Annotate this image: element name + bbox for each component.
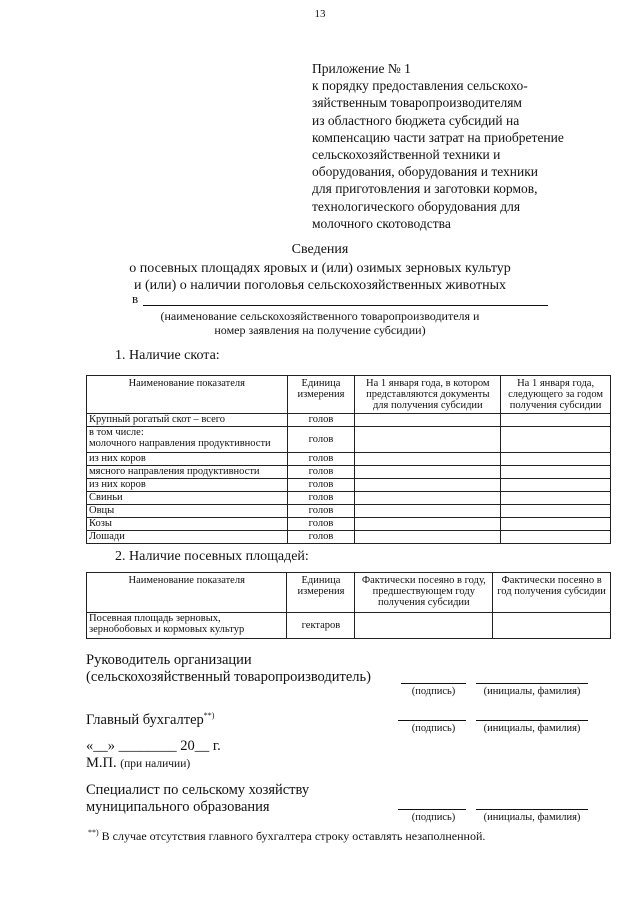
signature-label: (подпись): [411, 723, 456, 734]
annex-line: для приготовления и заготовки кормов,: [312, 181, 538, 197]
row-unit: голов: [287, 414, 355, 427]
value-cell[interactable]: [493, 613, 611, 639]
row-unit: голов: [287, 518, 355, 531]
table-row: [87, 466, 611, 479]
footnote: [88, 828, 485, 844]
row-name: Козы: [87, 518, 288, 531]
value-cell[interactable]: [355, 414, 501, 427]
footnote-text: В случае отсутствия главного бухгалтера строку оставлять незаполненной.: [101, 829, 486, 843]
value-cell[interactable]: [501, 414, 611, 427]
row-unit: голов: [287, 505, 355, 518]
header-cell: На 1 января года, следующего за годом получения субсидии: [501, 376, 611, 414]
footnote-mark: **): [88, 828, 99, 837]
header-cell: Наименование показателя: [87, 376, 288, 414]
annex-line: сельскохозяйственной техники и: [312, 147, 501, 163]
specialist-title-line: Специалист по сельскому хозяйству: [86, 782, 310, 798]
table-row: [87, 479, 611, 492]
annex-line: Приложение № 1: [312, 61, 411, 76]
section2-heading: 2. Наличие посевных площадей:: [115, 549, 309, 564]
table-row: [87, 427, 611, 453]
table-row: [87, 531, 611, 544]
stamp-label: М.П.: [86, 755, 117, 771]
name-line[interactable]: [476, 809, 588, 810]
row-name: Лошади: [87, 531, 288, 544]
row-unit: гектаров: [287, 613, 355, 639]
value-cell[interactable]: [501, 427, 611, 453]
signature-line[interactable]: [398, 720, 466, 721]
name-line[interactable]: [476, 683, 588, 684]
accountant-label: Главный бухгалтер: [86, 711, 204, 728]
row-name: в том числе:: [89, 427, 144, 438]
row-unit: голов: [287, 531, 355, 544]
table-row: [87, 414, 611, 427]
annex-line: технологического оборудования для: [312, 198, 521, 214]
value-cell[interactable]: [355, 531, 501, 544]
annex-line: молочного скотоводства: [312, 215, 451, 231]
row-name: мясного направления продуктивности: [87, 466, 288, 479]
signature-label: (подпись): [411, 812, 456, 823]
header-cell: Единица измерения: [287, 573, 355, 613]
header-cell: Наименование показателя: [87, 573, 287, 613]
value-cell[interactable]: [501, 479, 611, 492]
row-unit: голов: [287, 492, 355, 505]
subtitle-line: о посевных площадях яровых и (или) озимых зерновых культур: [129, 261, 511, 276]
header-cell: На 1 января года, в котором представляются документы для получения субсидии: [355, 376, 501, 414]
document-title: Сведения: [291, 242, 349, 257]
stamp-note: (при наличии): [120, 758, 191, 770]
header-cell: Фактически посеяно в год получения субсидии: [493, 573, 611, 613]
value-cell[interactable]: [355, 427, 501, 453]
annex-line: к порядку предоставления сельскохо-: [312, 78, 528, 94]
annex-block: [312, 60, 602, 232]
header-cell: Фактически посеяно в году, предшествующем году получения субсидии: [355, 573, 493, 613]
page-number: 13: [314, 8, 326, 20]
name-label: (инициалы, фамилия): [483, 723, 581, 734]
name-label: (инициалы, фамилия): [483, 686, 581, 697]
row-name: из них коров: [87, 479, 288, 492]
row-name: зернобобовых и кормовых культур: [89, 624, 245, 635]
row-unit: голов: [287, 466, 355, 479]
row-name: молочного направления продуктивности: [89, 438, 271, 449]
date-field[interactable]: «__» ________ 20__ г.: [86, 738, 221, 754]
value-cell[interactable]: [355, 492, 501, 505]
table-row: [87, 518, 611, 531]
head-title-line: Руководитель организации: [86, 652, 252, 668]
value-cell[interactable]: [355, 505, 501, 518]
value-cell[interactable]: [355, 479, 501, 492]
value-cell[interactable]: [355, 466, 501, 479]
row-name: Овцы: [87, 505, 288, 518]
annex-line: из областного бюджета субсидий на: [312, 112, 520, 128]
value-cell[interactable]: [355, 518, 501, 531]
row-unit: голов: [287, 479, 355, 492]
organization-name-field[interactable]: [143, 305, 548, 306]
value-cell[interactable]: [501, 453, 611, 466]
table-row: [87, 505, 611, 518]
table-row: [87, 492, 611, 505]
section1-heading: 1. Наличие скота:: [115, 348, 220, 363]
table-row: [87, 453, 611, 466]
accountant-footnote-mark: **): [203, 711, 215, 720]
annex-line: зяйственным товаропроизводителям: [312, 95, 522, 111]
sown-area-table: [86, 572, 611, 639]
accountant-title: [86, 707, 214, 729]
value-cell[interactable]: [501, 505, 611, 518]
table-row: [87, 613, 611, 639]
row-unit: голов: [287, 453, 355, 466]
value-cell[interactable]: [355, 453, 501, 466]
in-label: в: [132, 291, 139, 306]
caption-line: (наименование сельскохозяйственного товаропроизводителя и: [160, 309, 480, 323]
signature-line[interactable]: [398, 809, 466, 810]
header-cell: Единица измерения: [287, 376, 355, 414]
name-line[interactable]: [476, 720, 588, 721]
value-cell[interactable]: [501, 492, 611, 505]
specialist-title-line: муниципального образования: [86, 799, 270, 815]
signature-line[interactable]: [401, 683, 466, 684]
row-name: из них коров: [87, 453, 288, 466]
row-name: Свиньи: [87, 492, 288, 505]
stamp-line: [86, 755, 190, 773]
value-cell[interactable]: [355, 613, 493, 639]
subtitle-line: и (или) о наличии поголовья сельскохозяйственных животных: [133, 278, 507, 293]
annex-line: оборудования, оборудования и техники: [312, 164, 539, 180]
annex-line: компенсацию части затрат на приобретение: [312, 129, 564, 145]
value-cell[interactable]: [501, 518, 611, 531]
value-cell[interactable]: [501, 466, 611, 479]
livestock-table: [86, 375, 611, 544]
name-label: (инициалы, фамилия): [483, 812, 581, 823]
caption-line: номер заявления на получение субсидии): [214, 323, 426, 337]
row-name: Посевная площадь зерновых,: [89, 613, 221, 624]
signature-label: (подпись): [411, 686, 456, 697]
row-unit: голов: [287, 427, 355, 453]
value-cell[interactable]: [501, 531, 611, 544]
head-title-line: (сельскохозяйственный товаропроизводитель): [86, 669, 371, 685]
row-name: Крупный рогатый скот – всего: [87, 414, 288, 427]
